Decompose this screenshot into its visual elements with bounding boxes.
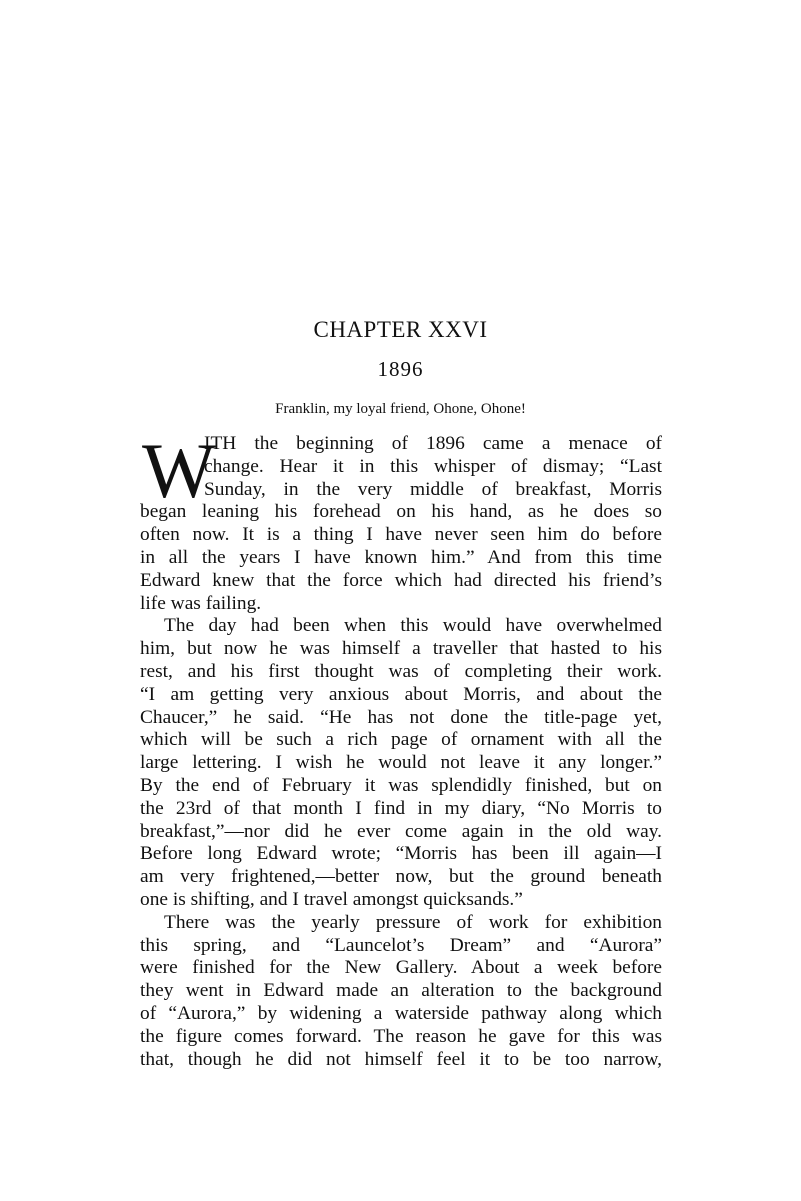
text-line: “I am getting very anxious about Morris, and about the — [140, 683, 662, 705]
body-text — [140, 427, 662, 1071]
text-line: that, though he did not himself feel it to be too narrow, — [140, 1048, 662, 1070]
text-line: the figure comes forward. The reason he gave for this was — [140, 1025, 662, 1047]
text-line: which will be such a rich page of ornament with all the — [140, 729, 662, 751]
text-line: they went in Edward made an alteration to the background — [140, 980, 662, 1002]
text-line: Chaucer,” he said. “He has not done the title-page yet, — [140, 706, 662, 728]
chapter-year: 1896 — [377, 357, 424, 381]
text-line: By the end of February it was splendidly finished, but on — [140, 774, 662, 796]
text-line: Sunday, in the very middle of breakfast, Morris — [204, 478, 662, 500]
text-line: this spring, and “Launcelot’s Dream” and “Aurora” — [140, 934, 662, 956]
text-line: of “Aurora,” by widening a waterside pathway along which — [140, 1002, 662, 1024]
text-line: rest, and his first thought was of completing their work. — [140, 660, 662, 682]
text-line: There was the yearly pressure of work for exhibition — [164, 911, 662, 933]
text-line: one is shifting, and I travel amongst quicksands.” — [140, 888, 523, 910]
text-line: life was failing. — [140, 592, 262, 614]
text-line: am very frightened,—better now, but the ground beneath — [140, 866, 662, 888]
text-line: The day had been when this would have overwhelmed — [164, 615, 662, 637]
text-line: began leaning his forehead on his hand, as he does so — [140, 501, 662, 523]
epigraph: Franklin, my loyal friend, Ohone, Ohone! — [275, 401, 526, 417]
text-line: Before long Edward wrote; “Morris has been ill again—I — [140, 843, 662, 865]
text-line: change. Hear it in this whisper of dismay; “Last — [204, 455, 662, 477]
text-line: often now. It is a thing I have never seen him do before — [140, 524, 662, 546]
text-line: large lettering. I wish he would not leave it any longer.” — [140, 752, 662, 774]
chapter-title: CHAPTER XXVI — [313, 317, 488, 342]
text-line: the 23rd of that month I find in my diary, “No Morris to — [140, 797, 662, 819]
text-line: ITH the beginning of 1896 came a menace of — [204, 433, 662, 454]
text-line: breakfast,”—nor did he ever come again in the old way. — [140, 820, 662, 842]
text-line: Edward knew that the force which had directed his friend’s — [140, 569, 662, 591]
text-line: in all the years I have known him.” And from this time — [140, 546, 662, 568]
drop-cap: W — [142, 427, 216, 514]
text-line: him, but now he was himself a traveller that hasted to his — [140, 638, 662, 660]
text-line: were finished for the New Gallery. About a week before — [140, 957, 662, 979]
